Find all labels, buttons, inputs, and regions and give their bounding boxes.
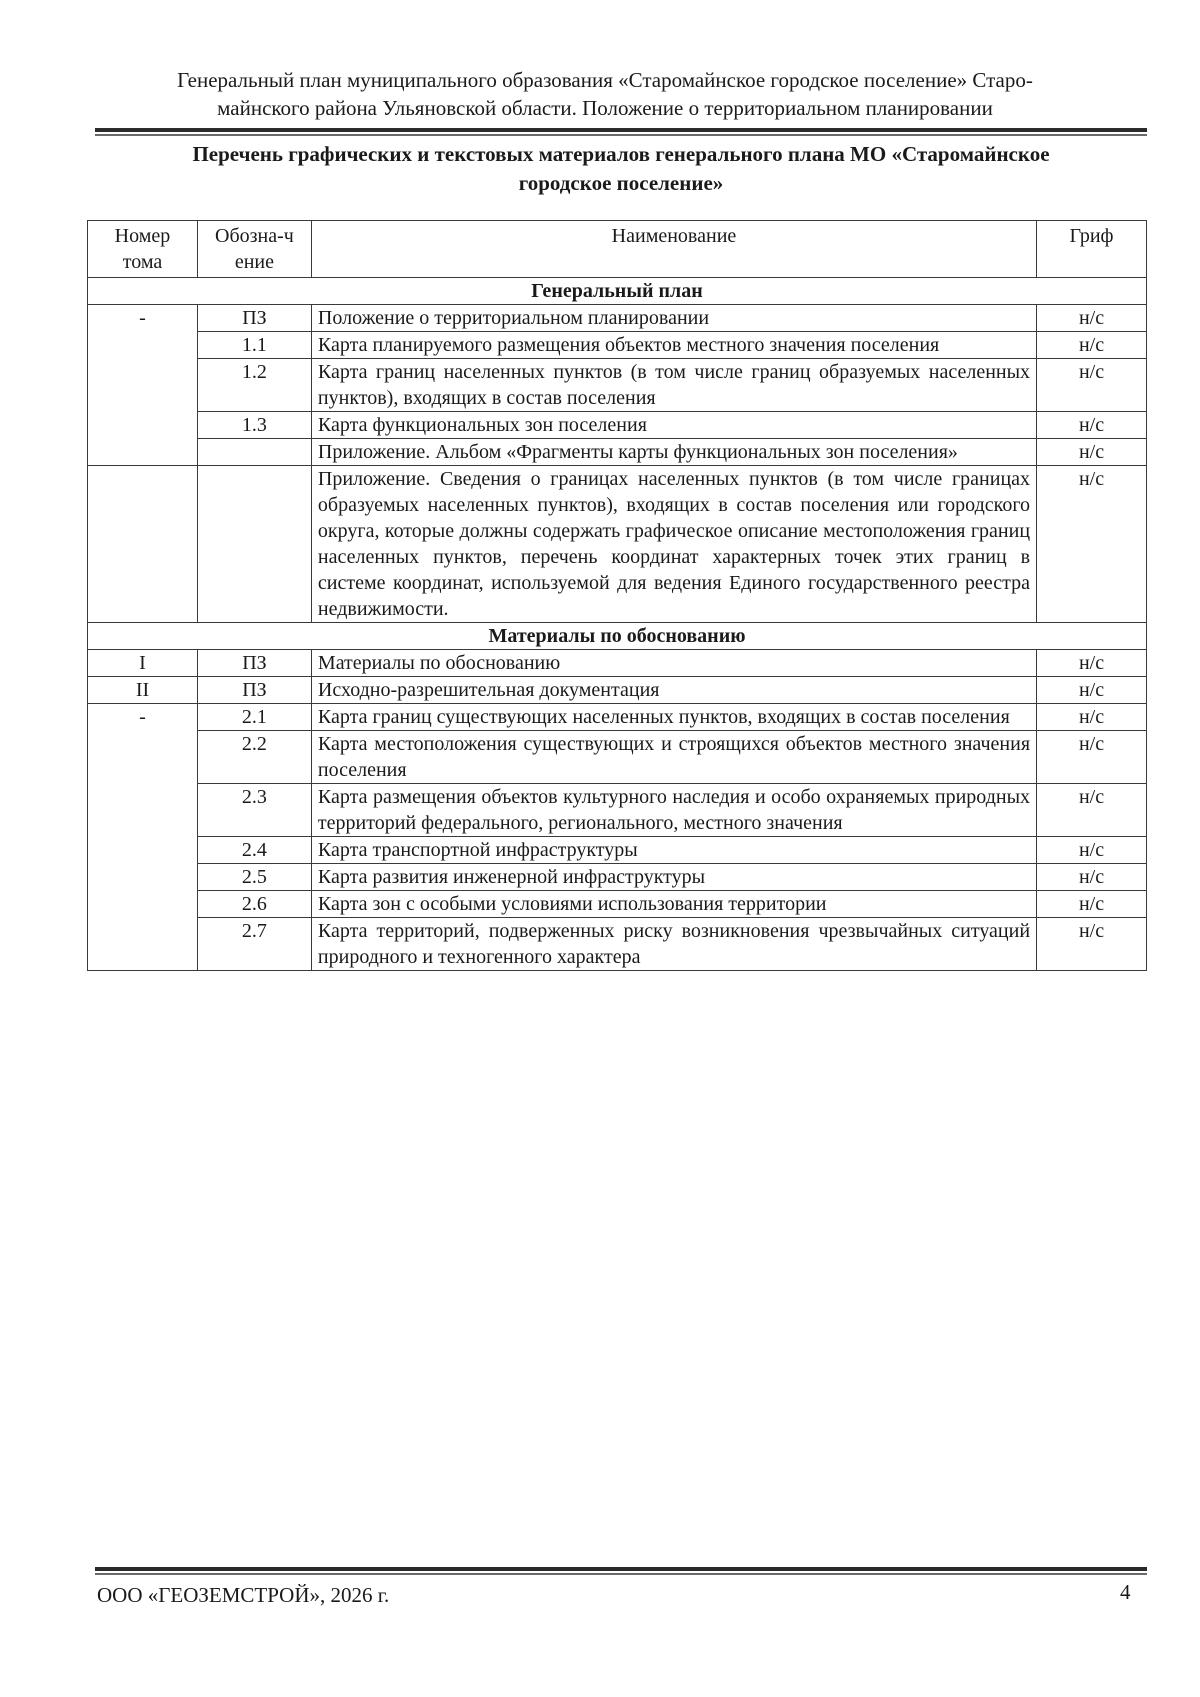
stamp-cell: н/с (1037, 305, 1147, 332)
title-line-1: Перечень графических и текстовых материалов генерального плана МО «Старомайнское (192, 142, 1050, 166)
name-cell: Карта развития инженерной инфраструктуры (311, 864, 1036, 891)
table-row (88, 359, 1147, 412)
stamp-cell: н/с (1037, 918, 1147, 971)
designation-cell: 2.3 (197, 784, 311, 837)
name-cell: Материалы по обоснованию (311, 650, 1036, 677)
table-row (88, 332, 1147, 359)
volume-cell: - (88, 704, 198, 971)
stamp-cell: н/с (1037, 650, 1147, 677)
designation-cell: 1.3 (197, 412, 311, 439)
header-rule-thin (95, 134, 1147, 136)
header-line-2: майнского района Ульяновской области. Положение о территориальном планировании (217, 96, 993, 120)
materials-table (87, 220, 1147, 971)
stamp-cell: н/с (1037, 864, 1147, 891)
footer-rule-thin (95, 1573, 1147, 1575)
section-row (88, 278, 1147, 305)
stamp-cell: н/с (1037, 359, 1147, 412)
designation-cell (197, 466, 311, 623)
name-cell: Карта зон с особыми условиями использования территории (311, 891, 1036, 918)
table-row (88, 305, 1147, 332)
designation-cell (197, 439, 311, 466)
name-cell: Карта границ существующих населенных пунктов, входящих в состав поселения (311, 704, 1036, 731)
stamp-cell: н/с (1037, 837, 1147, 864)
table-row (88, 704, 1147, 731)
designation-cell: 1.2 (197, 359, 311, 412)
volume-cell: II (88, 677, 198, 704)
column-header-stamp-text: Гриф (1069, 225, 1114, 247)
designation-cell: 1.1 (197, 332, 311, 359)
name-cell: Приложение. Сведения о границах населенных пунктов (в том числе границах образуемых населенных пунктов), входящих в состав поселения или городского округа, которые должны содержать графическое описание местоположения границ населенных пунктов, перечень координат характерных точек этих границ в системе координат, используемой для ведения Единого государственного реестра недвижимости. (311, 466, 1036, 623)
stamp-cell: н/с (1037, 891, 1147, 918)
designation-cell: ПЗ (197, 650, 311, 677)
title-line-2: городское поселение» (518, 171, 724, 195)
table-row (88, 918, 1147, 971)
name-cell: Карта планируемого размещения объектов местного значения поселения (311, 332, 1036, 359)
name-cell: Карта транспортной инфраструктуры (311, 837, 1036, 864)
name-cell: Приложение. Альбом «Фрагменты карты функциональных зон поселения» (311, 439, 1036, 466)
column-header-volume-text: Номер тома (114, 225, 171, 273)
column-header-volume (88, 221, 198, 278)
designation-cell: ПЗ (197, 305, 311, 332)
stamp-cell: н/с (1037, 466, 1147, 623)
column-header-designation-text: Обозна-чение (215, 225, 294, 273)
table-row (88, 891, 1147, 918)
name-cell: Карта местоположения существующих и строящихся объектов местного значения поселения (311, 731, 1036, 784)
header-rule (95, 128, 1147, 132)
column-header-designation (197, 221, 311, 278)
stamp-cell: н/с (1037, 412, 1147, 439)
designation-cell: 2.6 (197, 891, 311, 918)
designation-cell: 2.2 (197, 731, 311, 784)
designation-cell: 2.5 (197, 864, 311, 891)
name-cell: Положение о территориальном планировании (311, 305, 1036, 332)
table-body (88, 278, 1147, 971)
stamp-cell: н/с (1037, 704, 1147, 731)
header-line-1: Генеральный план муниципального образования «Старомайнское городское поселение» Старо- (177, 68, 1033, 92)
stamp-cell: н/с (1037, 677, 1147, 704)
table-row (88, 731, 1147, 784)
page-header (95, 66, 1115, 122)
document-title (95, 140, 1147, 198)
stamp-cell: н/с (1037, 439, 1147, 466)
name-cell: Исходно-разрешительная документация (311, 677, 1036, 704)
section-title: Материалы по обоснованию (88, 623, 1147, 650)
section-title: Генеральный план (88, 278, 1147, 305)
column-header-stamp (1037, 221, 1147, 278)
name-cell: Карта территорий, подверженных риску возникновения чрезвычайных ситуаций природного и техногенного характера (311, 918, 1036, 971)
column-header-name (311, 221, 1036, 278)
stamp-cell: н/с (1037, 784, 1147, 837)
stamp-cell: н/с (1037, 731, 1147, 784)
table-row (88, 466, 1147, 623)
table-row (88, 439, 1147, 466)
name-cell: Карта границ населенных пунктов (в том числе границ образуемых населенных пунктов), входящих в состав поселения (311, 359, 1036, 412)
footer-organization: ООО «ГЕОЗЕМСТРОЙ», 2026 г. (97, 1583, 390, 1607)
table-row (88, 837, 1147, 864)
page-number: 4 (1120, 1580, 1131, 1604)
section-row (88, 623, 1147, 650)
footer-rule (95, 1567, 1147, 1571)
stamp-cell: н/с (1037, 332, 1147, 359)
table-row (88, 412, 1147, 439)
designation-cell: 2.7 (197, 918, 311, 971)
table-row (88, 650, 1147, 677)
column-header-name-text: Наименование (611, 225, 737, 247)
name-cell: Карта функциональных зон поселения (311, 412, 1036, 439)
volume-cell: I (88, 650, 198, 677)
table-header-row (88, 221, 1147, 278)
designation-cell: ПЗ (197, 677, 311, 704)
name-cell: Карта размещения объектов культурного наследия и особо охраняемых природных территорий федерального, регионального, местного значения (311, 784, 1036, 837)
table-row (88, 784, 1147, 837)
volume-cell: - (88, 305, 198, 466)
table-row (88, 677, 1147, 704)
designation-cell: 2.1 (197, 704, 311, 731)
designation-cell: 2.4 (197, 837, 311, 864)
table-row (88, 864, 1147, 891)
volume-cell (88, 466, 198, 623)
